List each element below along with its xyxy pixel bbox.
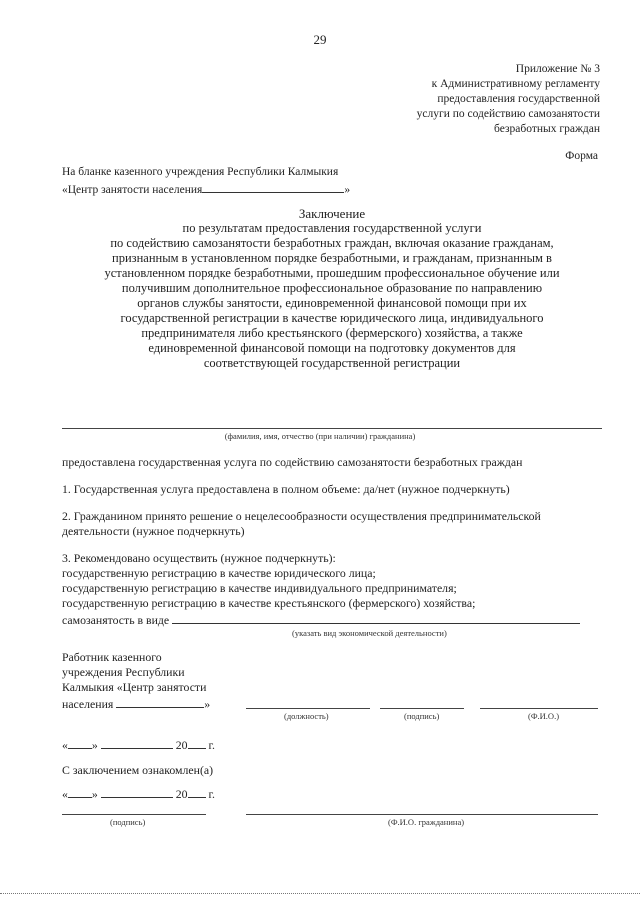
position-line bbox=[246, 708, 370, 709]
subtitle-line: предпринимателя либо крестьянского (фермерского) хозяйства, а также bbox=[141, 326, 523, 340]
date-line-1 bbox=[62, 736, 215, 753]
subtitle-line: признанным в установленном порядке безработными, и гражданам, признанным в bbox=[112, 251, 552, 265]
page-number: 29 bbox=[313, 32, 327, 47]
item-2-line: 2. Гражданином принято решение о нецелесообразности осуществления предпринимательской bbox=[62, 509, 541, 523]
worker-line: Работник казенного bbox=[62, 650, 162, 664]
month-blank bbox=[101, 736, 173, 749]
citizen-signature-line bbox=[62, 814, 206, 815]
year-suffix: г. bbox=[208, 738, 215, 752]
item-3-line: государственную регистрацию в качестве юридического лица; bbox=[62, 566, 376, 580]
center-name-blank bbox=[202, 180, 344, 193]
activity-caption: (указать вид экономической деятельности) bbox=[292, 628, 447, 638]
appendix-line: предоставления государственной bbox=[437, 93, 600, 105]
day-blank bbox=[68, 785, 92, 798]
worker-line-last bbox=[62, 695, 210, 712]
day-blank bbox=[68, 736, 92, 749]
self-employment-label: самозанятость в виде bbox=[62, 613, 170, 627]
subtitle-line: по результатам предоставления государственной услуги bbox=[182, 221, 482, 235]
year-blank bbox=[188, 736, 206, 749]
citizen-fio-line bbox=[246, 814, 598, 815]
document-title-block bbox=[62, 206, 602, 371]
subtitle-line: единовременной финансовой помощи на подготовку документов для bbox=[148, 341, 516, 355]
acquainted-text: С заключением ознакомлен(а) bbox=[62, 763, 214, 777]
year-prefix: 20 bbox=[175, 787, 188, 801]
date-open-quote: « bbox=[62, 738, 68, 752]
subtitle-line: органов службы занятости, единовременной финансовой помощи при их bbox=[137, 296, 527, 310]
date-line-2 bbox=[62, 785, 215, 802]
item-3 bbox=[62, 551, 602, 628]
signature-caption: (подпись) bbox=[404, 711, 440, 721]
citizen-fio-caption: (Ф.И.О. гражданина) bbox=[388, 817, 465, 827]
item-2 bbox=[62, 509, 602, 539]
worker-block bbox=[62, 650, 210, 712]
appendix-line: услуги по содействию самозанятости bbox=[416, 108, 600, 120]
item-3-line: государственную регистрацию в качестве индивидуального предпринимателя; bbox=[62, 581, 457, 595]
letterhead-close-quote: » bbox=[344, 184, 351, 196]
appendix-line: безработных граждан bbox=[494, 123, 600, 135]
appendix-line: к Административному регламенту bbox=[431, 78, 600, 90]
center-blank bbox=[116, 695, 204, 708]
appendix-line: Приложение № 3 bbox=[515, 63, 600, 75]
date-close-quote: » bbox=[91, 787, 98, 801]
worker-close-quote: » bbox=[204, 697, 211, 711]
fio-line bbox=[480, 708, 598, 709]
activity-blank bbox=[172, 611, 580, 624]
year-prefix: 20 bbox=[175, 738, 188, 752]
year-blank bbox=[188, 785, 206, 798]
subtitle-line: установленном порядке безработными, прошедшим профессиональное обучение или bbox=[104, 266, 560, 280]
item-3-line: 3. Рекомендовано осуществить (нужное подчеркнуть): bbox=[62, 551, 336, 565]
worker-line: учреждения Республики bbox=[62, 665, 185, 679]
letterhead-note bbox=[62, 165, 350, 198]
position-caption: (должность) bbox=[284, 711, 329, 721]
item-2-line: деятельности (нужное подчеркнуть) bbox=[62, 524, 245, 538]
worker-line: Калмыкия «Центр занятости bbox=[62, 680, 207, 694]
item-3-line: государственную регистрацию в качестве крестьянского (фермерского) хозяйства; bbox=[62, 596, 476, 610]
service-provided-text: предоставлена государственная услуга по содействию самозанятости безработных граждан bbox=[62, 455, 523, 469]
subtitle-line: соответствующей государственной регистрации bbox=[203, 356, 461, 370]
subtitle-line: по содействию самозанятости безработных граждан, включая оказание гражданам, bbox=[110, 236, 554, 250]
document-title: Заключение bbox=[298, 206, 366, 221]
appendix-header bbox=[417, 62, 600, 137]
fio-short-caption: (Ф.И.О.) bbox=[528, 711, 560, 721]
citizen-signature-caption: (подпись) bbox=[110, 817, 146, 827]
self-employment-line bbox=[62, 611, 602, 628]
signature-line bbox=[380, 708, 464, 709]
month-blank bbox=[101, 785, 173, 798]
form-label: Форма bbox=[565, 150, 598, 162]
subtitle-line: государственной регистрации в качестве юридического лица, индивидуального bbox=[120, 311, 544, 325]
fio-blank-line bbox=[62, 428, 602, 429]
subtitle-line: получившим дополнительное профессиональное образование по направлению bbox=[121, 281, 543, 295]
letterhead-line-center bbox=[62, 180, 350, 198]
item-1: 1. Государственная услуга предоставлена в полном объеме: да/нет (нужное подчеркнуть) bbox=[62, 482, 510, 496]
date-close-quote: » bbox=[91, 738, 98, 752]
worker-line: населения bbox=[62, 697, 114, 711]
fio-caption: (фамилия, имя, отчество (при наличии) гражданина) bbox=[224, 431, 416, 441]
letterhead-center-name: «Центр занятости населения bbox=[62, 184, 203, 196]
year-suffix: г. bbox=[208, 787, 215, 801]
date-open-quote: « bbox=[62, 787, 68, 801]
page-bottom-edge bbox=[0, 893, 640, 894]
letterhead-line: На бланке казенного учреждения Республики Калмыкия bbox=[62, 166, 339, 178]
